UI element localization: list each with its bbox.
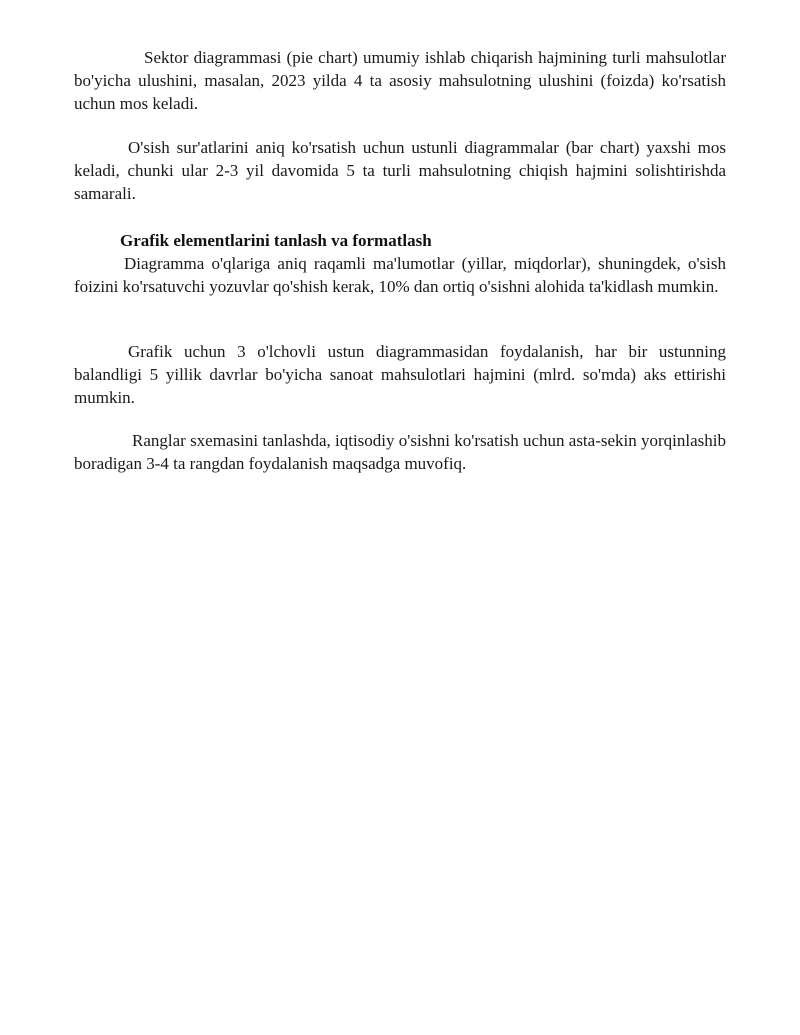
paragraph-pie-chart: Sektor diagrammasi (pie chart) umumiy ishlab chiqarish hajmining turli mahsulotlar bo'yicha ulushini, masalan, 2023 yilda 4 ta asosiy mahsulotning ulushini (foizda) ko'rsatish uchun mos keladi.: [74, 48, 726, 113]
paragraph-bar-chart: O'sish sur'atlarini aniq ko'rsatish uchun ustunli diagrammalar (bar chart) yaxshi mos keladi, chunki ular 2-3 yil davomida 5 ta turli mahsulotning chiqish hajmini solishtirishda samarali.: [74, 138, 726, 203]
paragraph-3d-chart: Grafik uchun 3 o'lchovli ustun diagrammasidan foydalanish, har bir ustunning balandligi 5 yillik davrlar bo'yicha sanoat mahsulotlari hajmini (mlrd. so'mda) aks ettirishi mumkin.: [74, 342, 726, 407]
section-grafik: [74, 229, 726, 298]
paragraph-axes: Diagramma o'qlariga aniq raqamli ma'lumotlar (yillar, miqdorlar), shuningdek, o'sish foizini ko'rsatuvchi yozuvlar qo'shish kerak, 10% dan ortiq o'sishni alohida ta'kidlash mumkin.: [74, 254, 726, 296]
document-body-3: [74, 340, 726, 409]
document-body: [74, 46, 726, 115]
document-body-4: [74, 429, 726, 475]
section-heading: Grafik elementlarini tanlash va formatlash: [120, 231, 432, 250]
paragraph-colors: Ranglar sxemasini tanlashda, iqtisodiy o'sishni ko'rsatish uchun asta-sekin yorqinlashib boradigan 3-4 ta rangdan foydalanish maqsadga muvofiq.: [74, 431, 726, 473]
document-body-2: [74, 136, 726, 205]
